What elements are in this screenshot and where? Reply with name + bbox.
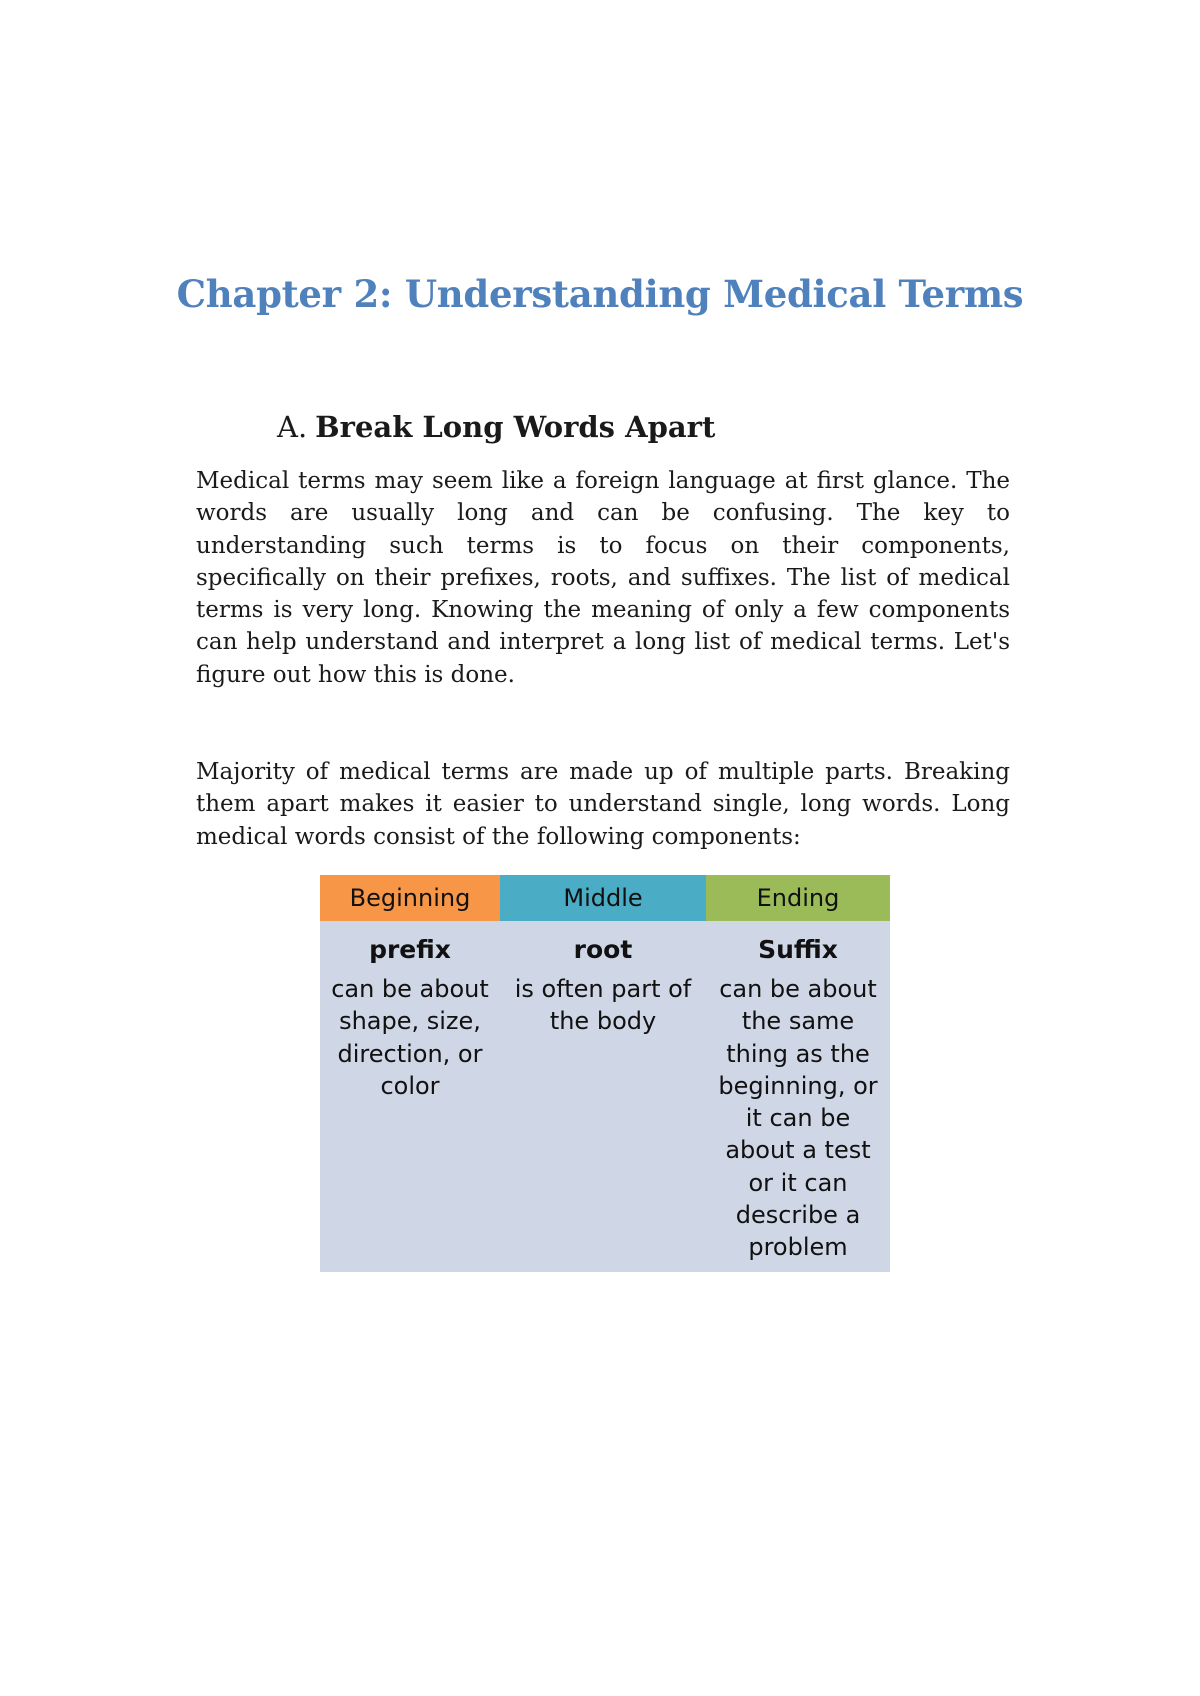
components-paragraph: Majority of medical terms are made up of multiple parts. Breaking them apart makes it easier to understand single, long words. Long medical words consist of the following components:	[196, 759, 1010, 850]
section-marker: A.	[277, 410, 308, 444]
header-middle: Middle	[500, 875, 706, 921]
table-row-terms	[320, 921, 890, 973]
header-ending: Ending	[706, 875, 890, 921]
table-header-row	[320, 875, 890, 921]
term-root: root	[500, 921, 706, 973]
term-prefix: prefix	[320, 921, 500, 973]
section-heading	[277, 410, 715, 444]
description-prefix: can be about shape, size, direction, or color	[320, 973, 500, 1272]
description-root: is often part of the body	[500, 973, 706, 1272]
components-table	[320, 875, 890, 1272]
term-suffix: Suffix	[706, 921, 890, 973]
description-suffix: can be about the same thing as the beginning, or it can be about a test or it can describe a problem	[706, 973, 890, 1272]
chapter-title: Chapter 2: Understanding Medical Terms	[176, 272, 1024, 316]
section-title: Break Long Words Apart	[315, 410, 716, 444]
header-beginning: Beginning	[320, 875, 500, 921]
table-row-descriptions	[320, 973, 890, 1272]
intro-paragraph: Medical terms may seem like a foreign language at first glance. The words are usually long and can be confusing. The key to understanding such terms is to focus on their components, specifically on their prefixes, roots, and suffixes. The list of medical terms is very long. Knowing the meaning of only a few components can help understand and interpret a long list of medical terms. Let's figure out how this is done.	[196, 468, 1010, 688]
